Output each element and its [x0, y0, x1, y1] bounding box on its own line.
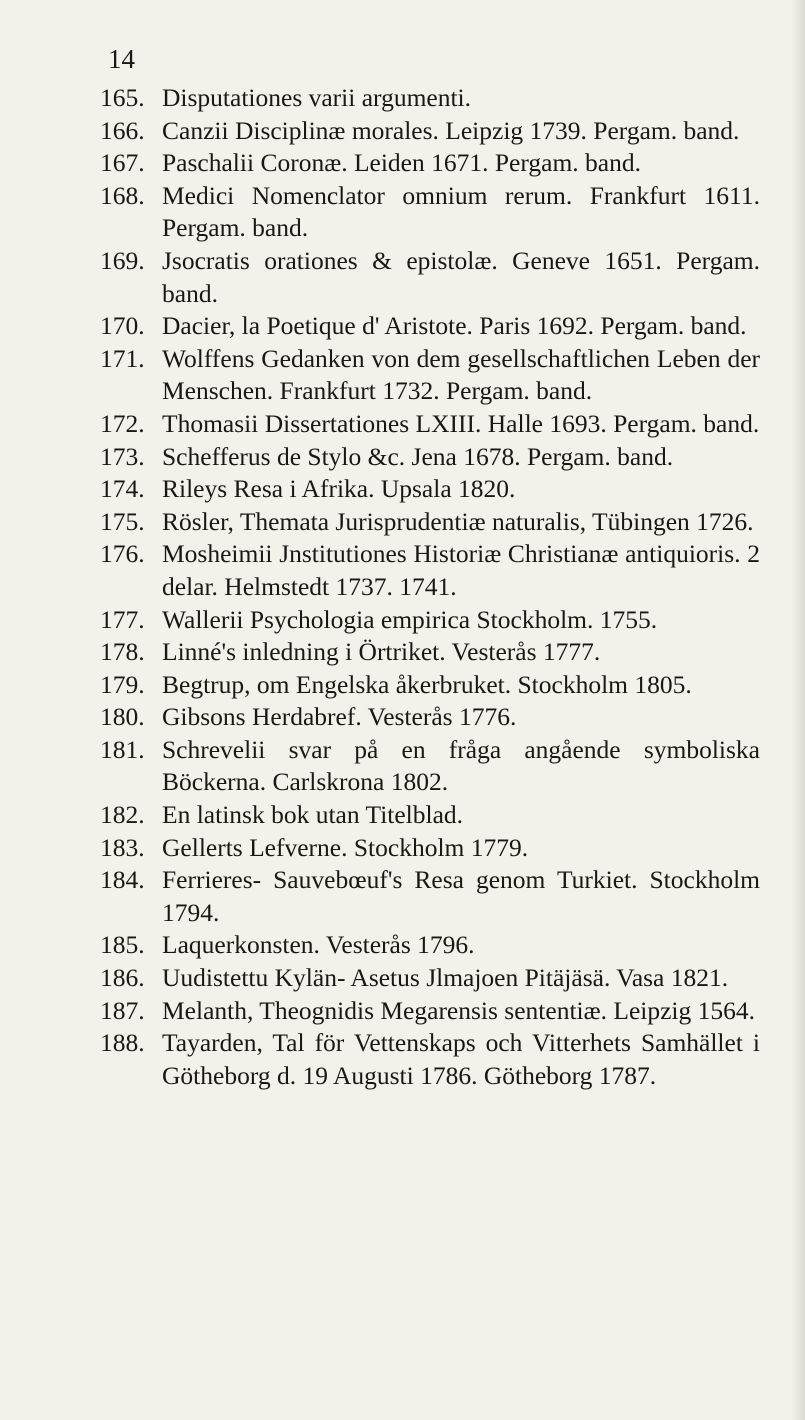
entry-number: 185.: [100, 930, 145, 960]
catalogue-entry-list: [100, 82, 760, 1092]
entry-number: 188.: [100, 1028, 145, 1058]
entry-number: 178.: [100, 637, 145, 667]
entry-text: Dacier, la Poetique d' Aristote. Paris 1692. Pergam. band.: [162, 311, 747, 341]
catalogue-entry: [100, 929, 760, 962]
entry-number: 181.: [100, 734, 145, 764]
entry-number: 176.: [100, 539, 145, 569]
entry-text: Tayarden, Tal för Vettenskaps och Vitterhets Samhället i Götheborg d. 19 Augusti 1786. Götheborg 1787.: [162, 1028, 760, 1090]
entry-text: Schefferus de Stylo &c. Jena 1678. Pergam. band.: [162, 441, 674, 471]
page-edge-shadow: [791, 0, 805, 1420]
catalogue-entry: [100, 701, 760, 734]
catalogue-entry: [100, 832, 760, 865]
catalogue-entry: [100, 115, 760, 148]
entry-text: Melanth, Theognidis Megarensis sententiæ. Leipzig 1564.: [162, 995, 756, 1025]
entry-number: 165.: [100, 83, 145, 112]
catalogue-entry: [100, 799, 760, 832]
catalogue-entry: [100, 441, 760, 474]
entry-text: Linné's inledning i Örtriket. Vesterås 1777.: [162, 637, 601, 667]
catalogue-entry: [100, 962, 760, 995]
entry-text: Paschalii Coronæ. Leiden 1671. Pergam. band.: [162, 148, 641, 178]
entry-number: 177.: [100, 604, 145, 634]
catalogue-entry: [100, 864, 760, 929]
entry-number: 175.: [100, 506, 145, 536]
entry-number: 187.: [100, 995, 145, 1025]
entry-number: 179.: [100, 669, 145, 699]
entry-number: 168.: [100, 180, 145, 210]
entry-number: 169.: [100, 245, 145, 275]
entry-text: Jsocratis orationes & epistolæ. Geneve 1651. Pergam. band.: [162, 245, 760, 308]
entry-number: 171.: [100, 343, 145, 373]
catalogue-entry: [100, 473, 760, 506]
catalogue-entry: [100, 995, 760, 1028]
entry-text: Gibsons Herdabref. Vesterås 1776.: [162, 702, 517, 732]
page-number: 14: [108, 44, 135, 74]
catalogue-entry: [100, 506, 760, 539]
entry-text: Schrevelii svar på en fråga angående symboliska Böckerna. Carlskrona 1802.: [162, 734, 760, 797]
entry-number: 174.: [100, 474, 145, 504]
entry-text: Wolffens Gedanken von dem gesellschaftlichen Leben der Menschen. Frankfurt 1732. Pergam. band.: [162, 343, 760, 406]
entry-text: Rileys Resa i Afrika. Upsala 1820.: [162, 474, 516, 504]
entry-text: Laquerkonsten. Vesterås 1796.: [162, 930, 475, 960]
catalogue-entry: [100, 604, 760, 637]
catalogue-entry: [100, 734, 760, 799]
entry-text: Wallerii Psychologia empirica Stockholm. 1755.: [162, 604, 658, 634]
entry-text: Ferrieres- Sauvebœuf's Resa genom Turkiet. Stockholm 1794.: [162, 865, 760, 927]
entry-number: 186.: [100, 963, 145, 993]
entry-number: 184.: [100, 865, 145, 895]
catalogue-entry: [100, 245, 760, 310]
catalogue-entry: [100, 538, 760, 603]
catalogue-entry: [100, 408, 760, 441]
catalogue-entry: [100, 669, 760, 702]
entry-text: Thomasii Dissertationes LXIII. Halle 1693. Pergam. band.: [162, 408, 760, 438]
entry-number: 182.: [100, 800, 145, 830]
entry-text: Medici Nomenclator omnium rerum. Frankfurt 1611. Pergam. band.: [162, 180, 760, 243]
catalogue-entry: [100, 180, 760, 245]
entry-number: 167.: [100, 148, 145, 178]
entry-number: 183.: [100, 832, 145, 862]
catalogue-entry: [100, 82, 760, 115]
catalogue-entry: [100, 343, 760, 408]
entry-text: En latinsk bok utan Titelblad.: [162, 800, 464, 830]
entry-number: 170.: [100, 311, 145, 341]
entry-number: 180.: [100, 702, 145, 732]
catalogue-entry: [100, 310, 760, 343]
entry-text: Disputationes varii argumenti.: [162, 83, 472, 112]
catalogue-entry: [100, 636, 760, 669]
entry-text: Uudistettu Kylän- Asetus Jlmajoen Pitäjäsä. Vasa 1821.: [162, 963, 729, 993]
entry-text: Canzii Disciplinæ morales. Leipzig 1739. Pergam. band.: [162, 115, 740, 145]
catalogue-entry: [100, 1027, 760, 1092]
entry-text: Rösler, Themata Jurisprudentiæ naturalis, Tübingen 1726.: [162, 506, 754, 536]
entry-text: Gellerts Lefverne. Stockholm 1779.: [162, 832, 529, 862]
entry-number: 173.: [100, 441, 145, 471]
entry-number: 166.: [100, 115, 145, 145]
catalogue-entry: [100, 147, 760, 180]
entry-text: Mosheimii Jnstitutiones Historiæ Christianæ antiquioris. 2 delar. Helmstedt 1737. 1741.: [162, 539, 760, 601]
entry-text: Begtrup, om Engelska åkerbruket. Stockholm 1805.: [162, 669, 692, 699]
entry-number: 172.: [100, 408, 145, 438]
